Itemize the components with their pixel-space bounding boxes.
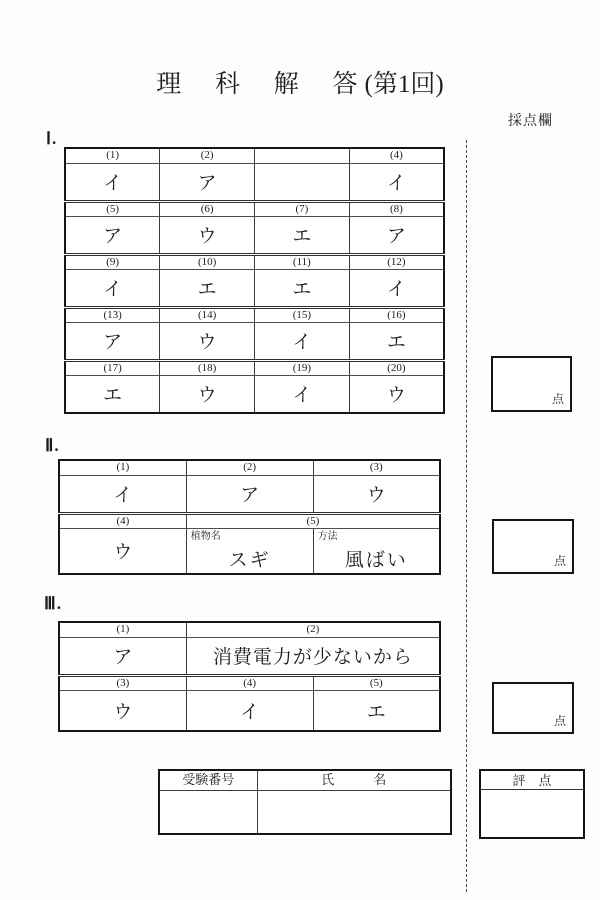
answer-cell: イ [349,163,444,201]
answer-cell: エ [65,375,160,413]
method-answer: 風ばい [344,550,408,572]
question-number: (9) [65,254,160,269]
name-label: 氏 名 [257,770,451,790]
answer-cell: エ [255,269,350,307]
section-1-answer-table [64,147,445,414]
section-2-numeral: Ⅱ. [45,436,60,455]
answer-row [65,375,444,413]
question-number: (2) [160,148,255,163]
answer-row [65,216,444,254]
header-row [65,201,444,216]
answer-cell: エ [313,690,440,731]
answer-cell: ウ [59,528,186,574]
question-number: (3) [313,460,440,475]
section-2-score-box [492,519,574,574]
header-row [159,770,451,790]
answer-row [65,322,444,360]
answer-cell: ウ [160,375,255,413]
answer-cell: ア [65,216,160,254]
question-number: (6) [160,201,255,216]
answer-row [59,475,440,513]
answer-cell: ア [59,637,186,675]
answer-cell: エ [160,269,255,307]
answer-cell: イ [255,322,350,360]
answer-cell-method [313,528,440,574]
answer-cell: イ [255,375,350,413]
answer-cell: エ [255,216,350,254]
section-3-numeral: Ⅲ. [44,594,62,613]
section-2-answer-table [58,459,441,575]
question-number: (15) [255,307,350,322]
question-number: (2) [186,460,313,475]
answer-cell: ア [186,475,313,513]
section-1-score-box [491,356,572,412]
answer-cell-written: 消費電力が少ないから [186,637,440,675]
question-number: (8) [349,201,444,216]
question-number: (10) [160,254,255,269]
answer-cell: ウ [160,322,255,360]
grading-column-label: 採点欄 [508,114,553,129]
question-number: (17) [65,360,160,375]
answer-cell: ウ [313,475,440,513]
section-1-numeral: Ⅰ. [46,129,58,148]
question-number: (1) [65,148,160,163]
answer-row [59,528,440,574]
answer-row [59,637,440,675]
question-number: (20) [349,360,444,375]
answer-cell: ア [160,163,255,201]
answer-cell: ア [65,322,160,360]
point-suffix-label: 点 [553,554,566,568]
header-row [59,513,440,528]
answer-cell-plant-name [186,528,313,574]
page-title [0,64,600,100]
answer-cell: イ [349,269,444,307]
final-score-box [479,769,585,839]
question-number: (19) [255,360,350,375]
question-number: (1) [59,622,186,637]
answer-cell: ウ [59,690,186,731]
question-number: (7) [255,201,350,216]
answer-cell: ウ [349,375,444,413]
question-number: (2) [186,622,440,637]
question-number: (16) [349,307,444,322]
plant-name-answer: スギ [228,550,271,572]
section-3-score-box [492,682,574,734]
entry-row [159,790,451,834]
method-label: 方法 [317,530,338,542]
header-row [59,460,440,475]
question-number: (5) [65,201,160,216]
answer-row [65,269,444,307]
exam-number-field [159,790,257,834]
question-number: (14) [160,307,255,322]
page-title-round: (第1回) [364,71,444,98]
answer-cell: イ [186,690,313,731]
question-number: (18) [160,360,255,375]
answer-cell: イ [65,163,160,201]
question-number: (11) [255,254,350,269]
plant-name-label: 植物名 [190,530,221,542]
answer-row [65,163,444,201]
point-suffix-label: 点 [551,392,564,406]
answer-cell: イ [65,269,160,307]
answer-cell: ウ [160,216,255,254]
question-number: (5) [313,675,440,690]
answer-row [59,690,440,731]
name-field [257,790,451,834]
question-number: (13) [65,307,160,322]
section-3-answer-table [58,621,441,732]
exam-number-label: 受験番号 [159,770,257,790]
header-row [65,360,444,375]
question-number: (4) [59,513,186,528]
header-row [65,254,444,269]
question-number: (4) [186,675,313,690]
question-number: (12) [349,254,444,269]
header-row [65,307,444,322]
answer-cell: エ [349,322,444,360]
question-number: (5) [186,513,440,528]
answer-cell: イ [59,475,186,513]
answer-cell-blank [255,163,350,201]
header-row [59,622,440,637]
point-suffix-label: 点 [553,714,566,728]
grading-column-divider [466,140,467,892]
examinee-info-table [158,769,452,835]
header-row [65,148,444,163]
question-number: (1) [59,460,186,475]
answer-cell: ア [349,216,444,254]
question-number: (3) [59,675,186,690]
header-row [59,675,440,690]
question-number-blank [255,148,350,163]
question-number: (4) [349,148,444,163]
final-score-label: 評 点 [481,771,583,790]
page-title-main: 理 科 解 答 [156,71,358,98]
